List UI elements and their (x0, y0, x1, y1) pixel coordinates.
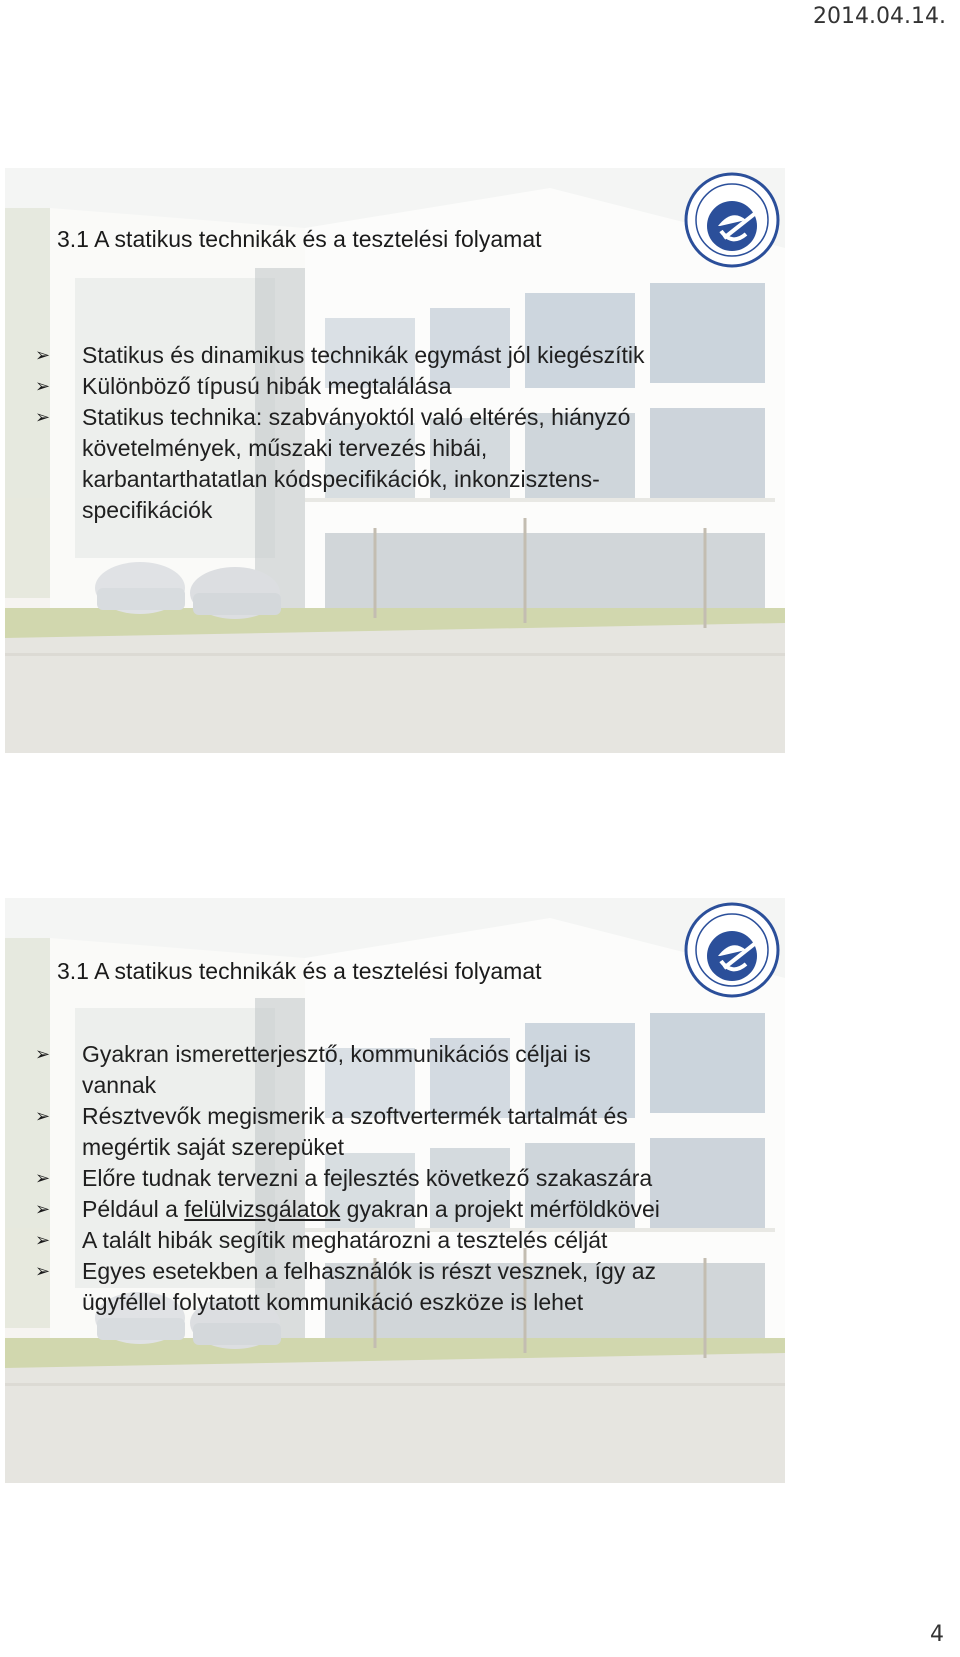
bullet-list (35, 1039, 735, 1318)
bullet-item (35, 1194, 735, 1225)
bullet-item (35, 371, 735, 402)
university-logo-icon (680, 168, 785, 273)
university-logo-icon (680, 898, 785, 1003)
bullet-text: Résztvevők megismerik a szoftvertermék tartalmát és megértik saját szerepüket (82, 1103, 628, 1160)
arrow-bullet-icon: ➢ (35, 1261, 51, 1281)
bullet-text: Különböző típusú hibák megtalálása (82, 373, 452, 399)
bullet-text-before: Például a (82, 1196, 185, 1222)
arrow-bullet-icon: ➢ (35, 1199, 51, 1219)
arrow-bullet-icon: ➢ (35, 1106, 51, 1126)
page-date: 2014.04.14. (813, 4, 946, 29)
slide-title: 3.1 A statikus technikák és a tesztelési folyamat (57, 226, 542, 252)
bullet-text: Gyakran ismeretterjesztő, kommunikációs céljai is vannak (82, 1041, 591, 1098)
bullet-text-after: gyakran a projekt mérföldkövei (340, 1196, 660, 1222)
bullet-item (35, 340, 735, 371)
bullet-text: Statikus és dinamikus technikák egymást jól kiegészítik (82, 342, 645, 368)
bullet-text: Egyes esetekben a felhasználók is részt vesznek, így az ügyféllel folytatott kommunikáció eszköze is lehet (82, 1258, 657, 1315)
bullet-item (35, 1039, 735, 1101)
bullet-item (35, 1225, 735, 1256)
arrow-bullet-icon: ➢ (35, 407, 51, 427)
arrow-bullet-icon: ➢ (35, 1230, 51, 1250)
bullet-text: Statikus technika: szabványoktól való eltérés, hiányzó követelmények, műszaki tervezés hibái, karbantarthatatlan kódspecifikációk, inkonzisztens- specifikációk (82, 404, 631, 523)
slide-2 (5, 898, 785, 1483)
slide-1 (5, 168, 785, 753)
bullet-item (35, 1163, 735, 1194)
arrow-bullet-icon: ➢ (35, 1168, 51, 1188)
bullet-item (35, 1101, 735, 1163)
bullet-item (35, 402, 735, 526)
bullet-text (82, 1196, 660, 1222)
page-number: 4 (930, 1622, 944, 1647)
felulvizsgalatok-link[interactable]: felülvizsgálatok (184, 1196, 341, 1222)
slide-title: 3.1 A statikus technikák és a tesztelési folyamat (57, 958, 542, 984)
arrow-bullet-icon: ➢ (35, 1044, 51, 1064)
bullet-text: A talált hibák segítik meghatározni a tesztelés célját (82, 1227, 608, 1253)
bullet-item (35, 1256, 735, 1318)
bullet-text: Előre tudnak tervezni a fejlesztés következő szakaszára (82, 1165, 653, 1191)
bullet-list (35, 340, 735, 526)
arrow-bullet-icon: ➢ (35, 345, 51, 365)
arrow-bullet-icon: ➢ (35, 376, 51, 396)
